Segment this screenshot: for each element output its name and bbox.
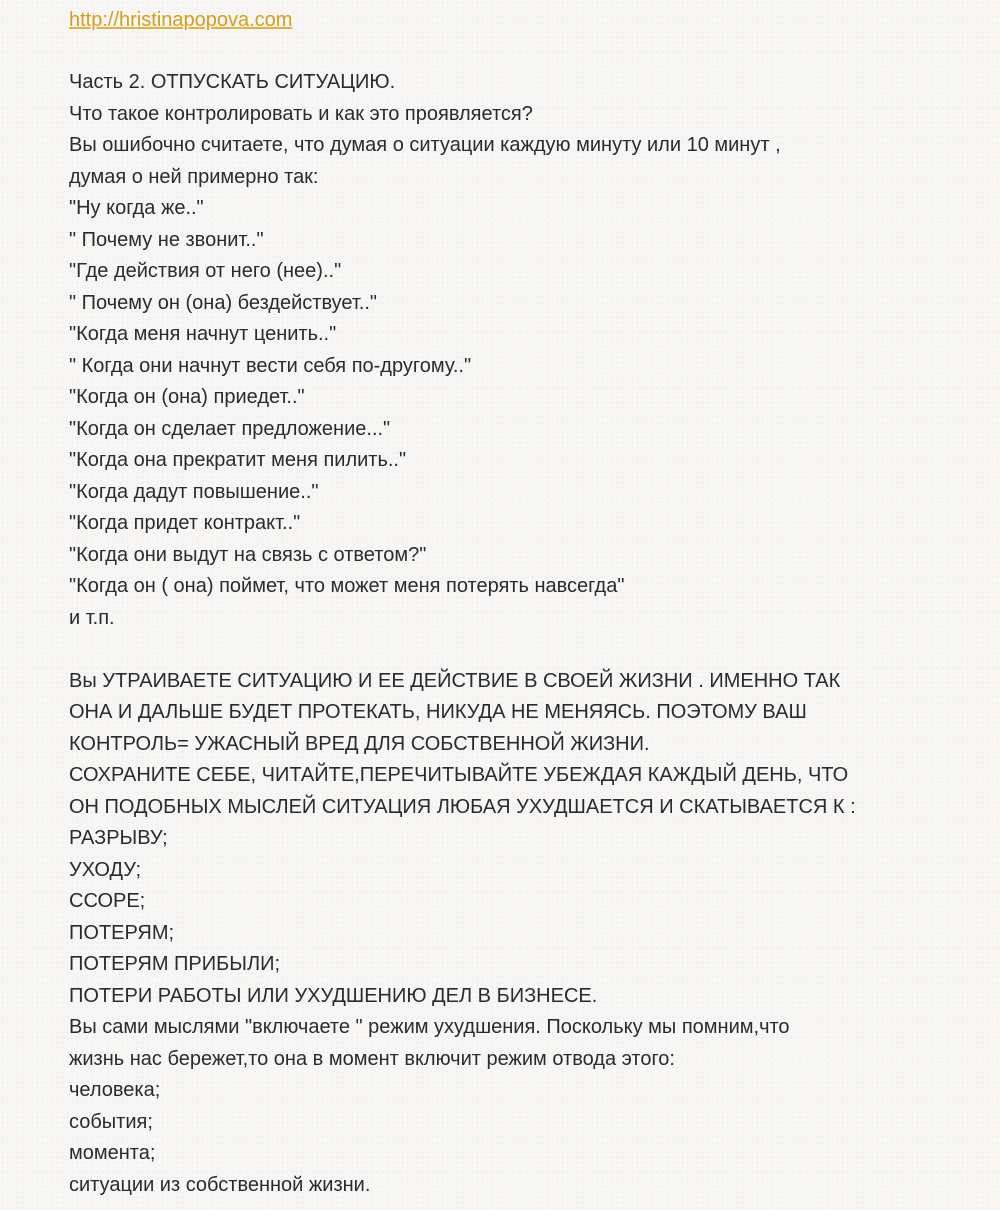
paragraph-gap [69, 634, 969, 666]
list-item: ПОТЕРИ РАБОТЫ ИЛИ УХУДШЕНИЮ ДЕЛ В БИЗНЕСЕ. [69, 984, 598, 1007]
list-item: ССОРЕ; [69, 890, 146, 912]
quote-line: "Когда он сделает предложение..." [69, 417, 391, 440]
quote-line: "Когда они выдут на связь с ответом?" [69, 543, 427, 566]
note-body [69, 5, 969, 1201]
quote-line: "Когда придет контракт.." [69, 512, 301, 534]
text-line: ОНА И ДАЛЬШЕ БУДЕТ ПРОТЕКАТЬ, НИКУДА НЕ МЕНЯЯСЬ. ПОЭТОМУ ВАШ [69, 701, 807, 723]
text-line: КОНТРОЛЬ= УЖАСНЫЙ ВРЕД ДЛЯ СОБСТВЕННОЙ ЖИЗНИ. [69, 732, 650, 755]
list-item: УХОДУ; [69, 858, 142, 881]
quote-line: "Когда дадут повышение.." [69, 480, 319, 503]
text-line: ОН ПОДОБНЫХ МЫСЛЕЙ СИТУАЦИЯ ЛЮБАЯ УХУДШАЕТСЯ И СКАТЫВАЕТСЯ К : [69, 795, 856, 818]
quote-line: "Когда меня начнут ценить.." [69, 323, 337, 345]
quote-line: " Почему не звонит.." [69, 228, 264, 251]
quote-line: " Когда они начнут вести себя по-другому.." [69, 354, 472, 377]
text-line: думая о ней примерно так: [69, 165, 319, 188]
list-item: ПОТЕРЯМ; [69, 921, 175, 944]
text-line: жизнь нас бережет,то она в момент включит режим отвода этого: [69, 1047, 675, 1070]
section-title: Часть 2. ОТПУСКАТЬ СИТУАЦИЮ. [69, 71, 396, 93]
section-part-2 [69, 67, 969, 634]
text-line: Вы ошибочно считаете, что думая о ситуации каждую минуту или 10 минут , [69, 134, 781, 156]
list-item: момента; [69, 1142, 156, 1164]
quote-line: "Когда она прекратит меня пилить.." [69, 449, 407, 471]
quote-line: "Когда он ( она) поймет, что может меня потерять навсегда" [69, 575, 625, 597]
list-item: события; [69, 1110, 153, 1133]
text-line: СОХРАНИТЕ СЕБЕ, ЧИТАЙТЕ,ПЕРЕЧИТЫВАЙТЕ УБЕЖДАЯ КАЖДЫЙ ДЕНЬ, ЧТО [69, 764, 849, 786]
list-item: ПОТЕРЯМ ПРИБЫЛИ; [69, 953, 281, 975]
text-line: Вы УТРАИВАЕТЕ СИТУАЦИЮ И ЕЕ ДЕЙСТВИЕ В СВОЕЙ ЖИЗНИ . ИМЕННО ТАК [69, 669, 841, 692]
list-item: РАЗРЫВУ; [69, 827, 168, 849]
quote-line: "Ну когда же.." [69, 197, 204, 219]
text-line: и т.п. [69, 606, 115, 629]
text-line: Вы сами мыслями "включаете " режим ухудшения. Поскольку мы помним,что [69, 1016, 790, 1038]
quote-line: "Когда он (она) приедет.." [69, 386, 305, 408]
section-warning [69, 666, 969, 1202]
list-item: ситуации из собственной жизни. [69, 1173, 371, 1196]
quote-line: "Где действия от него (нее).." [69, 260, 342, 282]
website-link[interactable]: http://hristinapopova.com [69, 9, 293, 31]
list-item: человека; [69, 1079, 161, 1101]
quote-line: " Почему он (она) бездействует.." [69, 291, 378, 314]
text-line: Что такое контролировать и как это проявляется? [69, 102, 533, 125]
